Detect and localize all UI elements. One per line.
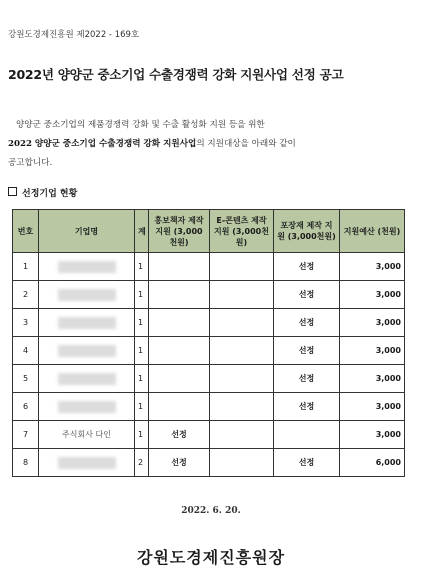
row-no: 6 xyxy=(13,393,39,421)
program-name: 2022 양양군 중소기업 수출경쟁력 강화 지원사업 xyxy=(8,139,197,149)
table-row xyxy=(13,281,405,309)
row-budget: 3,000 xyxy=(340,253,405,281)
redacted-company-name xyxy=(58,457,116,469)
notice-title: 2022년 양양군 중소기업 수출경쟁력 강화 지원사업 선정 공고 xyxy=(8,67,344,82)
row-company xyxy=(39,449,135,477)
row-company: 주식회사 다인 xyxy=(39,421,135,449)
row-packaging: 선정 xyxy=(274,253,340,281)
redacted-company-name xyxy=(58,317,116,329)
row-brochure xyxy=(149,253,210,281)
selected-companies-table xyxy=(12,209,405,477)
row-no: 5 xyxy=(13,365,39,393)
row-econtent xyxy=(210,309,274,337)
row-brochure xyxy=(149,393,210,421)
row-count: 1 xyxy=(135,365,149,393)
row-econtent xyxy=(210,365,274,393)
row-brochure xyxy=(149,365,210,393)
row-brochure: 선정 xyxy=(149,449,210,477)
row-count: 1 xyxy=(135,393,149,421)
intro-paragraph xyxy=(8,116,408,173)
row-packaging: 선정 xyxy=(274,393,340,421)
section-title: 선정기업 현황 xyxy=(22,189,78,199)
table-row xyxy=(13,449,405,477)
intro-line-2 xyxy=(8,135,408,154)
row-packaging: 선정 xyxy=(274,337,340,365)
notice-date: 2022. 6. 20. xyxy=(181,506,241,516)
row-no: 7 xyxy=(13,421,39,449)
row-packaging: 선정 xyxy=(274,449,340,477)
table-row xyxy=(13,309,405,337)
row-count: 1 xyxy=(135,421,149,449)
header-brochure: 홍보책자 제작 지원 (3,000천원) xyxy=(149,210,210,253)
header-budget: 지원예산 (천원) xyxy=(340,210,405,253)
row-company xyxy=(39,393,135,421)
row-brochure: 선정 xyxy=(149,421,210,449)
row-econtent xyxy=(210,449,274,477)
row-no: 8 xyxy=(13,449,39,477)
row-econtent xyxy=(210,281,274,309)
header-econtent: E-콘텐츠 제작 지원 (3,000천원) xyxy=(210,210,274,253)
table-row xyxy=(13,421,405,449)
row-econtent xyxy=(210,337,274,365)
table-row xyxy=(13,365,405,393)
row-econtent xyxy=(210,253,274,281)
table-header-row xyxy=(13,210,405,253)
row-company xyxy=(39,365,135,393)
redacted-company-name xyxy=(58,345,116,357)
row-budget: 3,000 xyxy=(340,421,405,449)
row-packaging xyxy=(274,421,340,449)
row-count: 2 xyxy=(135,449,149,477)
table-row xyxy=(13,393,405,421)
redacted-company-name xyxy=(58,373,116,385)
row-count: 1 xyxy=(135,309,149,337)
intro-line-2-rest: 의 지원대상을 아래와 같이 xyxy=(196,139,296,149)
row-budget: 3,000 xyxy=(340,365,405,393)
row-no: 1 xyxy=(13,253,39,281)
row-budget: 3,000 xyxy=(340,337,405,365)
intro-line-1: 양양군 중소기업의 제품경쟁력 강화 및 수출 활성화 지원 등을 위한 xyxy=(16,120,265,130)
row-brochure xyxy=(149,309,210,337)
redacted-company-name xyxy=(58,401,116,413)
header-no: 번호 xyxy=(13,210,39,253)
row-budget: 6,000 xyxy=(340,449,405,477)
row-packaging: 선정 xyxy=(274,281,340,309)
header-count: 계 xyxy=(135,210,149,253)
row-no: 2 xyxy=(13,281,39,309)
header-packaging: 포장재 제작 지원 (3,000천원) xyxy=(274,210,340,253)
table-row xyxy=(13,337,405,365)
row-econtent xyxy=(210,393,274,421)
row-brochure xyxy=(149,281,210,309)
row-company xyxy=(39,337,135,365)
intro-line-3: 공고합니다. xyxy=(8,158,53,168)
row-packaging: 선정 xyxy=(274,365,340,393)
row-packaging: 선정 xyxy=(274,309,340,337)
checkbox-bullet-icon xyxy=(8,187,17,196)
row-no: 3 xyxy=(13,309,39,337)
row-budget: 3,000 xyxy=(340,393,405,421)
row-budget: 3,000 xyxy=(340,281,405,309)
section-heading xyxy=(8,186,77,199)
signer-name: 강원도경제진흥원장 xyxy=(136,548,286,567)
row-econtent xyxy=(210,421,274,449)
row-count: 1 xyxy=(135,337,149,365)
row-budget: 3,000 xyxy=(340,309,405,337)
table-row xyxy=(13,253,405,281)
row-company xyxy=(39,281,135,309)
document-number: 강원도경제진흥원 제2022 - 169호 xyxy=(8,30,140,40)
redacted-company-name xyxy=(58,261,116,273)
row-brochure xyxy=(149,337,210,365)
row-count: 1 xyxy=(135,281,149,309)
row-no: 4 xyxy=(13,337,39,365)
row-company xyxy=(39,253,135,281)
header-company: 기업명 xyxy=(39,210,135,253)
redacted-company-name xyxy=(58,289,116,301)
row-count: 1 xyxy=(135,253,149,281)
row-company xyxy=(39,309,135,337)
